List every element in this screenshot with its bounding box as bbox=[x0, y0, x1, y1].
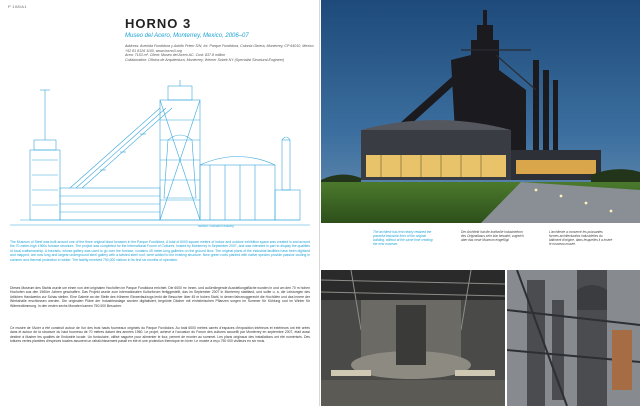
body-text-english: The Museum of Steel was built around one of the three original blast furnaces in the Parque Fundidora. A total of 6000 square meters of indoor and outdoor exhibition space was created in and around the 70-meter-high 1960s furnace structure. The project was completed for the International Forum of Cultures, hosted by Monterrey in September 2007, and was intended in part to display the qualities of local craftsmanship. A futuristic, whose gallery was used to go over the furnace, contains 45 meter-long galleries on the ground floor. The original plans of the industrial facilities have been digitized and mapped, are now long and largest underground steel gallery with a twisted steel roof, were added to the existing structure. New green roofs planted with native species provide passive cooling in summer and thermal protection in winter. The facility received 750,000 visitors in its first six months of operation. bbox=[10, 240, 310, 262]
museum-night-photo bbox=[321, 0, 640, 223]
meta-area: Area: 7153 m². Client: Museo del Acero AC. Cost: $37.8 million bbox=[125, 53, 226, 58]
meta-collaboration: Collaboration: Oficina de Arquitectura, Monterrey; Werner Sobek NY (Specialist Structural Engineer) bbox=[125, 57, 285, 62]
article-title: HORNO 3 bbox=[125, 16, 192, 31]
drawing-caption: Section / elevation drawing bbox=[198, 224, 234, 228]
caption-french: L'architecte a conservé les puissantes formes architecturales industrielles du bâtiment d'origine, dans lesquelles il a inséré le nouveau musée. bbox=[549, 230, 613, 247]
meta-address: Address: Avenida Fundidora y Adolfo Prieto S/N, Int. Parque Fundidora, Colonia Obrera, Monterrey, CP 64010, Mexico bbox=[125, 44, 314, 48]
page-gutter bbox=[319, 0, 320, 406]
caption-german: Der Architekt hat die kraftvolle Industrieform des Originalbaus sehr klar bewahrt, zugleich aber das neue Museum eingefügt. bbox=[461, 230, 524, 243]
body-text-french: Ce musée de l'Acier a été construit autour de l'un des trois hauts fourneaux originels du Parque Fundidora. Au total 6000 mètres carrés d'espaces d'exposition intérieurs et extérieurs ont été créés dans et autour de la structure du haut fourneau de 70 mètres datant des années 1960. Le projet, achevé à l'occasion du Forum des cultures accueilli par Monterrey en septembre 2007, était aussi destiné à illustrer les qualités de l'industrie locale. Un funiculaire, utilisé naguère pour alimenter le four, permet de monter au sommet. Les plans originaux des installations ont été numérisés. Des toitures vertes plantées d'espèces locales assurent un rafraîchissement passif en été et une protection thermique en hiver. Le musée a reçu 750 000 visiteurs en six mois. bbox=[10, 326, 310, 344]
project-metadata bbox=[125, 44, 315, 62]
photo-captions bbox=[373, 230, 638, 260]
meta-contact: +52 81 8126 1100, www.horno3.org bbox=[125, 48, 182, 53]
architectural-section-drawing bbox=[10, 80, 310, 235]
article-subtitle: Museo del Acero, Monterrey, Mexico, 2006–07 bbox=[125, 33, 249, 39]
body-text-german: Dieses Museum des Stahls wurde um einen von drei originalen Hochöfen im Parque Fundidora errichtet. Die 6000 m² Innen- und außenliegende Ausstellungsfläche wurden in und um den 70 m hohen Hochofen aus den 1960er Jahren geschaffen. Das Projekt wurde zum Internationalen Kulturforum fertiggestellt, das im September 2007 in Monterrey stattfand, und sollte u. a. die Leistungen des örtlichen Handwerks zur Schau stellen. Eine Galerie an der Stelle des früheren Einwerfaufzugs lenkt die Besucher über 45 m hohen Stahl, in denen fahrzeuggerecht die Hochöfen und das Innere der Werkshalle erschlossen werden. Die originalen Pläne der Industrieanlage wurden digitalisiert; begrünte Dächer mit einheimischen Pflanzen sorgen im Sommer für Kühlung und im Winter für Wärmedämmung. In den ersten sechs Monaten kamen 750.000 Besucher. bbox=[10, 286, 310, 308]
steel-structure-detail-photo bbox=[507, 270, 640, 406]
page-folio: P 108/A1 bbox=[8, 4, 27, 9]
caption-english: The architect has lent clearly retained the powerful industrial form of the original building, without at the same time creating the new museum. bbox=[373, 230, 433, 247]
interior-gallery-photo bbox=[321, 270, 505, 406]
